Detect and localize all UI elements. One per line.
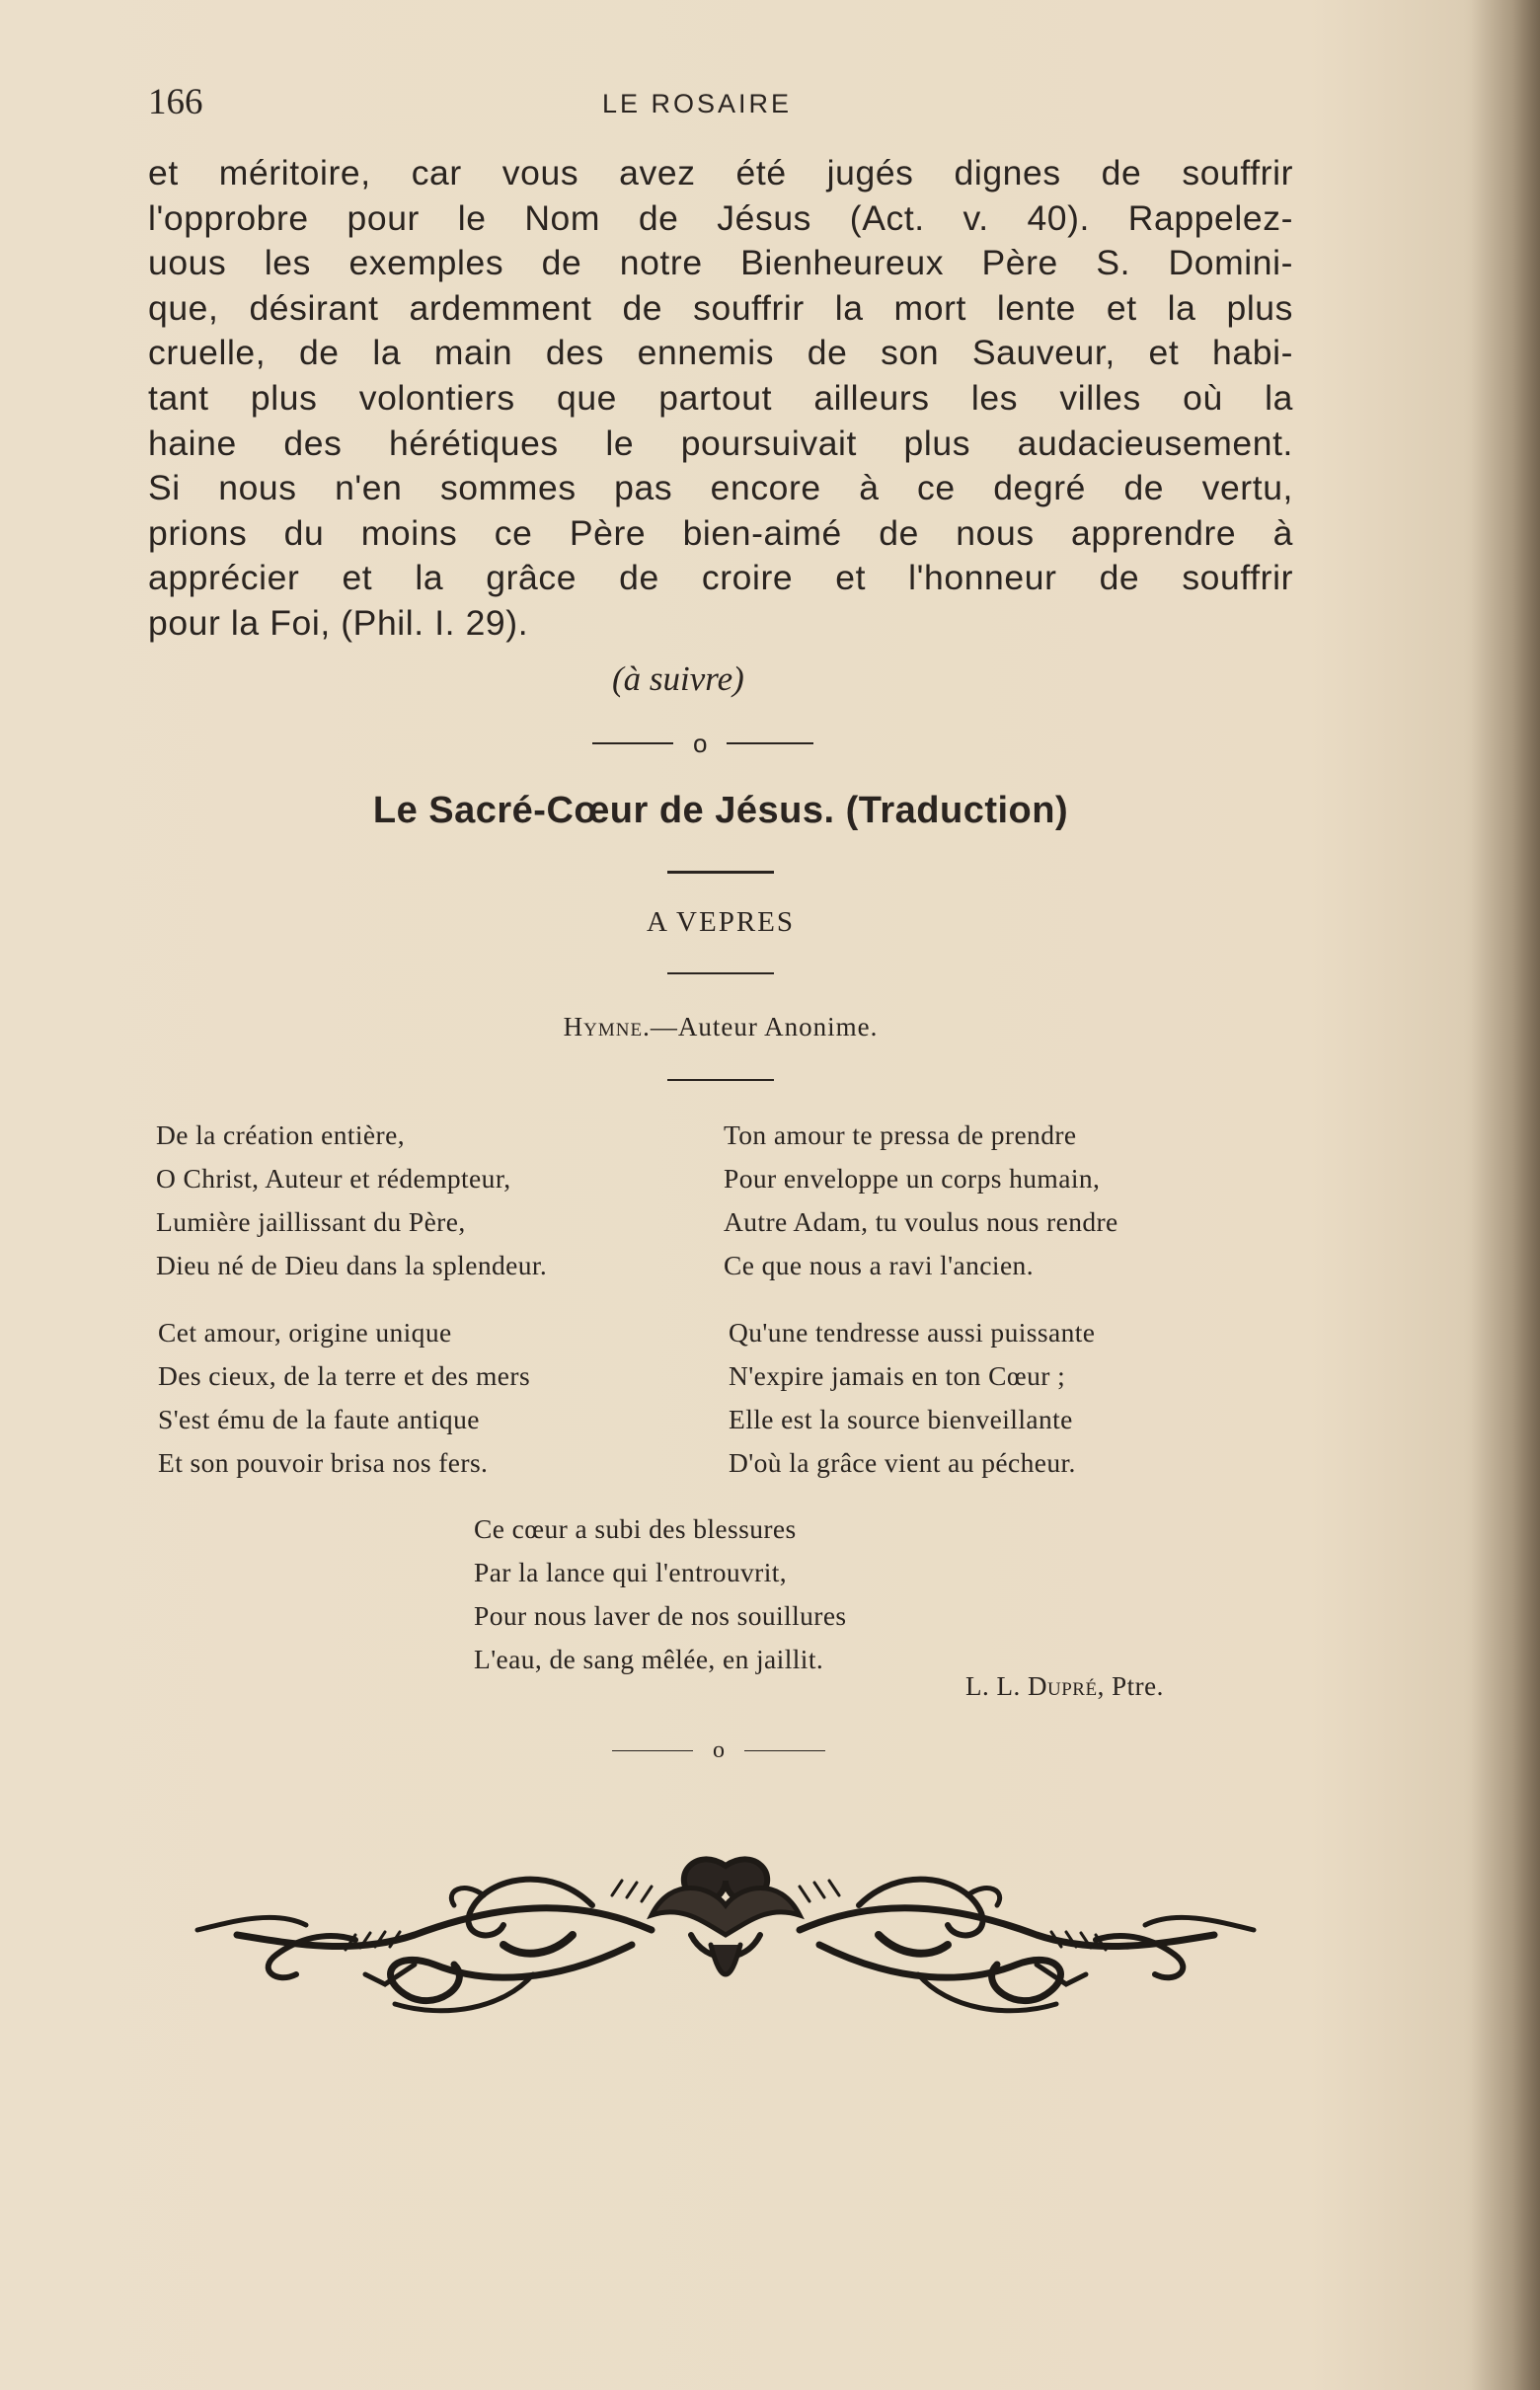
verse-line: Lumière jaillissant du Père, <box>156 1206 466 1237</box>
verse-line: Autre Adam, tu voulus nous rendre <box>724 1206 1118 1237</box>
prose-line: cruelle, de la main des ennemis de son Sauveur, et habi- <box>148 333 1293 373</box>
verse-line: Pour enveloppe un corps humain, <box>724 1163 1101 1194</box>
separator-rule <box>592 742 673 744</box>
verse-line: Cet amour, origine unique <box>158 1317 452 1348</box>
hymn-label: Hymne. <box>563 1012 651 1041</box>
section-heading: A VEPRES <box>646 906 796 938</box>
prose-line: l'opprobre pour le Nom de Jésus (Act. v. 40). Rappelez- <box>148 197 1293 238</box>
verse-line: Qu'une tendresse aussi puissante <box>729 1317 1096 1348</box>
running-title: LE ROSAIRE <box>602 89 793 118</box>
hymn-author: —Auteur Anonime. <box>650 1012 879 1041</box>
verse-line: Des cieux, de la terre et des mers <box>158 1360 531 1391</box>
signature <box>965 1671 1164 1702</box>
stanza <box>156 1114 547 1287</box>
page-header <box>148 81 1313 130</box>
verse-line: Ce cœur a subi des blessures <box>474 1513 797 1544</box>
verse-line: Elle est la source bienveillante <box>729 1404 1073 1434</box>
continued-note: (à suivre) <box>612 659 744 698</box>
separator-rule <box>744 1750 825 1751</box>
verse-line: Par la lance qui l'entrouvrit, <box>474 1557 788 1587</box>
verse-line: Ce que nous a ravi l'ancien. <box>724 1250 1034 1280</box>
separator-rule <box>727 742 813 744</box>
verse-line: De la création entière, <box>156 1119 405 1150</box>
section-rule <box>667 972 774 974</box>
verse-line: S'est ému de la faute antique <box>158 1404 480 1434</box>
verse-line: L'eau, de sang mêlée, en jaillit. <box>474 1644 824 1674</box>
verse-line: O Christ, Auteur et rédempteur, <box>156 1163 511 1194</box>
hymn-attribution <box>0 1012 1441 1042</box>
stanza <box>729 1311 1095 1485</box>
prose-line: apprécier et la grâce de croire et l'honneur de souffrir <box>148 558 1293 598</box>
separator-rule <box>612 1750 693 1751</box>
page-edge-shadow <box>1471 0 1540 2390</box>
section-separator <box>592 729 813 758</box>
separator-mark: o <box>713 1736 725 1763</box>
stanza <box>724 1114 1118 1287</box>
prose-line: Si nous n'en sommes pas encore à ce degré de vertu, <box>148 468 1293 508</box>
section-separator <box>612 1735 825 1765</box>
floral-ornament <box>158 1836 1293 2034</box>
article-title: Le Sacré-Cœur de Jésus. (Traduction) <box>372 790 1069 831</box>
prose-line: et méritoire, car vous avez été jugés dignes de souffrir <box>148 153 1293 193</box>
prose-line: pour la Foi, (Phil. I. 29). <box>148 602 529 643</box>
signature-initials: L. L. <box>965 1671 1021 1701</box>
prose-line: tant plus volontiers que partout ailleurs les villes où la <box>148 377 1293 418</box>
prose-line: prions du moins ce Père bien-aimé de nous apprendre à <box>148 512 1293 553</box>
prose-paragraph <box>148 151 1293 647</box>
title-rule <box>667 871 774 874</box>
prose-line: que, désirant ardemment de souffrir la mort lente et la plus <box>148 287 1293 328</box>
stanza <box>474 1507 847 1681</box>
signature-name: Dupré, <box>1028 1671 1105 1701</box>
verse-line: Dieu né de Dieu dans la splendeur. <box>156 1250 548 1280</box>
stanza <box>158 1311 530 1485</box>
prose-line: haine des hérétiques le poursuivait plus audacieusement. <box>148 423 1293 463</box>
signature-title: Ptre. <box>1112 1671 1164 1701</box>
prose-line: uous les exemples de notre Bienheureux Père S. Domini- <box>148 243 1293 283</box>
verse-line: Pour nous laver de nos souillures <box>474 1600 847 1631</box>
separator-mark: o <box>693 728 708 758</box>
verse-line: N'expire jamais en ton Cœur ; <box>729 1360 1066 1391</box>
page-number: 166 <box>148 82 203 122</box>
verse-line: Ton amour te pressa de prendre <box>724 1119 1077 1150</box>
verse-line: D'où la grâce vient au pécheur. <box>729 1447 1076 1478</box>
hymn-rule <box>667 1079 774 1081</box>
verse-line: Et son pouvoir brisa nos fers. <box>158 1447 489 1478</box>
